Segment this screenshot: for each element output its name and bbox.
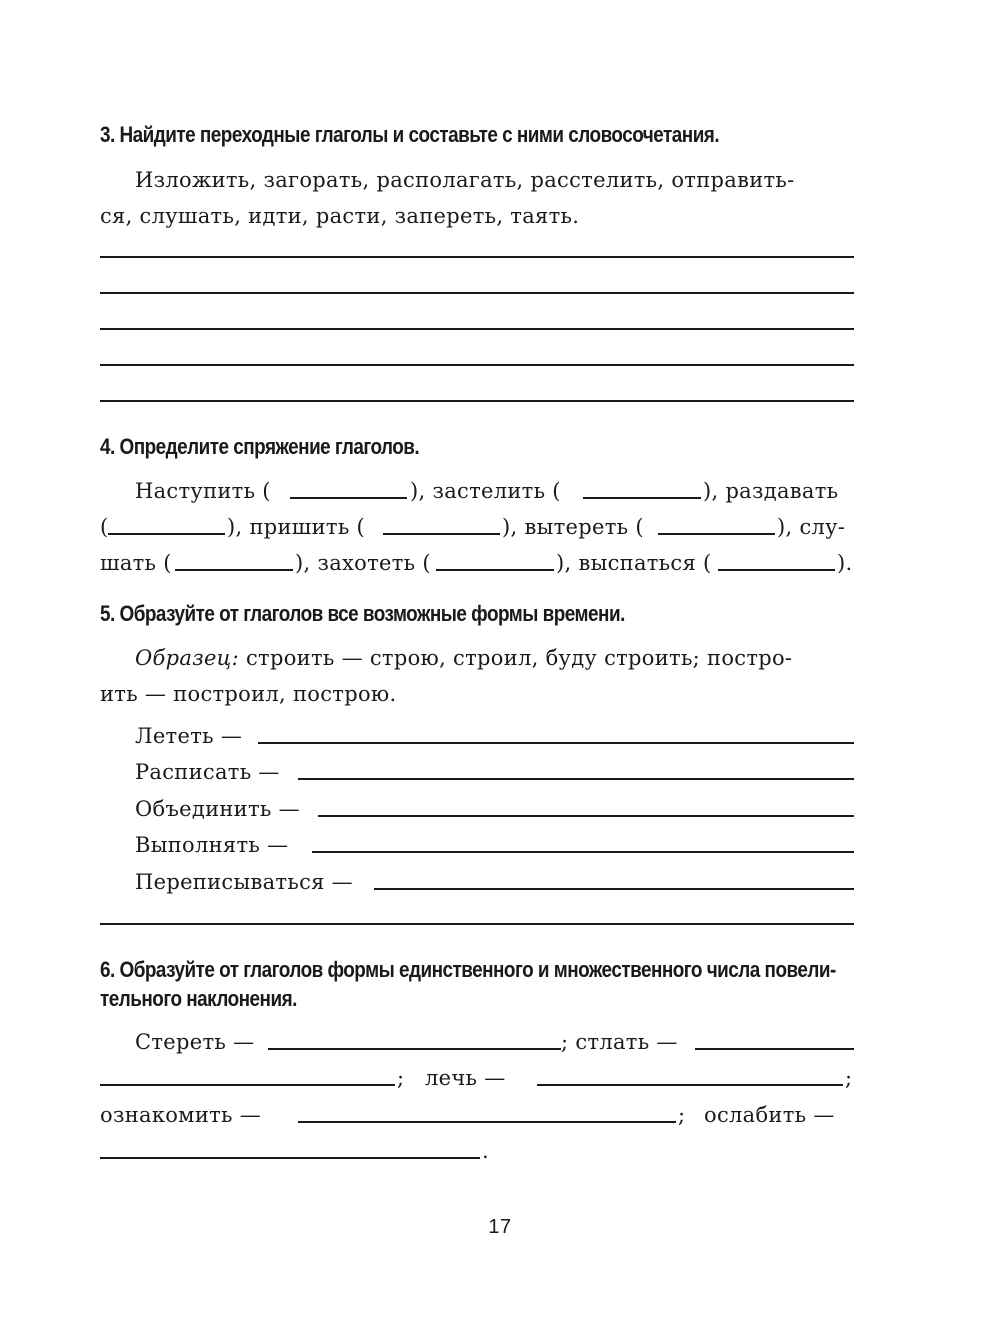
exercise-6-word: ; (397, 1066, 405, 1090)
verb-label: Выполнять — (135, 833, 289, 857)
exercise-4-word: ), вытереть ( (502, 515, 644, 539)
blank-field[interactable] (436, 569, 554, 571)
blank-field[interactable] (383, 533, 500, 535)
exercise-3-title: 3. Найдите переходные глаголы и составьте с ними словосочетания. (100, 122, 720, 147)
exercise-5-title: 5. Образуйте от глаголов все возможные формы времени. (100, 601, 625, 626)
exercise-6-word: Стереть — (135, 1030, 255, 1054)
exercise-3-text-line-1: Изложить, загорать, располагать, расстелить, отправить- (135, 168, 795, 192)
exercise-4-word: ), слу- (777, 515, 846, 539)
verb-label: Расписать — (135, 760, 280, 784)
exercise-4-word: шать ( (100, 551, 172, 575)
page-number: 17 (488, 1216, 512, 1238)
answer-line[interactable] (100, 256, 854, 258)
answer-line[interactable] (318, 815, 854, 817)
exercise-6-word: ; стлать — (561, 1030, 678, 1054)
verb-label: Объединить — (135, 797, 300, 821)
exercise-6-title-line-1: 6. Образуйте от глаголов формы единственного и множественного числа повели- (100, 957, 836, 982)
exercise-4-word: ( (100, 515, 109, 539)
exercise-5-sample-line-2: ить — построил, построю. (100, 682, 397, 706)
exercise-4-title: 4. Определите спряжение глаголов. (100, 434, 420, 459)
blank-field[interactable] (583, 497, 701, 499)
exercise-5-sample-line-1 (135, 643, 792, 673)
sample-text: строить — строю, строил, буду строить; постро- (239, 646, 793, 670)
exercise-6-word: лечь — (425, 1066, 506, 1090)
blank-field[interactable] (108, 533, 225, 535)
answer-line[interactable] (374, 888, 854, 890)
exercise-4-word: ), раздавать (703, 479, 839, 503)
exercise-6-word: ; (678, 1103, 686, 1127)
exercise-4-word: Наступить ( (135, 479, 271, 503)
answer-line[interactable] (100, 292, 854, 294)
blank-field[interactable] (298, 1121, 676, 1123)
blank-field[interactable] (175, 569, 293, 571)
exercise-4-word: ). (837, 551, 853, 575)
exercise-6-word: . (482, 1139, 489, 1163)
answer-line[interactable] (312, 851, 854, 853)
exercise-6-word: ознакомить — (100, 1103, 262, 1127)
sample-label: Образец: (135, 646, 240, 670)
answer-line[interactable] (258, 742, 854, 744)
exercise-6-title-line-2: тельного наклонения. (100, 986, 297, 1011)
answer-line[interactable] (100, 364, 854, 366)
exercise-4-word: ), пришить ( (227, 515, 366, 539)
blank-field[interactable] (268, 1048, 561, 1050)
blank-field[interactable] (658, 533, 775, 535)
blank-field[interactable] (718, 569, 835, 571)
answer-line[interactable] (100, 923, 854, 925)
exercise-4-word: ), застелить ( (410, 479, 561, 503)
exercise-3-text-line-2: ся, слушать, идти, расти, запереть, таять. (100, 204, 580, 228)
exercise-4-word: ), выспаться ( (556, 551, 712, 575)
answer-line[interactable] (100, 400, 854, 402)
blank-field[interactable] (290, 497, 407, 499)
blank-field[interactable] (695, 1048, 854, 1050)
blank-field[interactable] (537, 1084, 843, 1086)
blank-field[interactable] (100, 1157, 480, 1159)
exercise-6-word: ; (845, 1066, 853, 1090)
answer-line[interactable] (100, 328, 854, 330)
verb-label: Переписываться — (135, 870, 353, 894)
exercise-4-word: ), захотеть ( (295, 551, 431, 575)
blank-field[interactable] (100, 1084, 395, 1086)
answer-line[interactable] (298, 778, 854, 780)
verb-label: Лететь — (135, 724, 243, 748)
exercise-6-word: ослабить — (704, 1103, 835, 1127)
